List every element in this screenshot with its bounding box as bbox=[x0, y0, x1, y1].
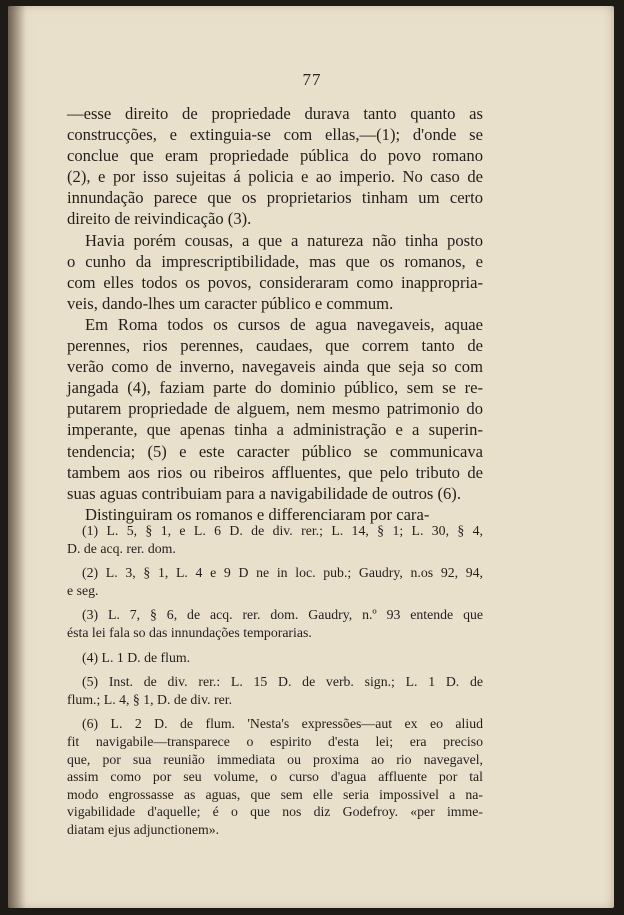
text-line: com elles todos os povos, consideraram como inappropria- bbox=[67, 272, 483, 292]
text-line: Em Roma todos os cursos de agua navegaveis, aquae bbox=[85, 314, 483, 334]
footnote bbox=[67, 564, 483, 599]
text-line: construcções, e extinguia-se com ellas,—(1); d'onde se bbox=[67, 125, 483, 145]
footnote-line: L. 7, § 6, de acq. rer. dom. Gaudry, n.º 93 entende que bbox=[108, 607, 483, 623]
text-line: suas aguas contribuiam para a navigabilidade de outros (6). bbox=[67, 483, 461, 503]
footnote-line: e seg. bbox=[67, 582, 99, 598]
footnote-label: (2) bbox=[82, 565, 99, 581]
footnotes bbox=[67, 522, 483, 846]
text-line: putarem propriedade de alguem, nem mesmo patrimonio do bbox=[67, 399, 483, 419]
footnote-label: (4) bbox=[82, 649, 99, 665]
footnote-line: fit navigabile—transparece o espirito d'esta lei; era preciso bbox=[67, 733, 483, 749]
main-text bbox=[67, 103, 483, 525]
page-gutter-shadow bbox=[8, 6, 26, 908]
text-line: perennes, rios perennes, caudaes, que correm tanto de bbox=[67, 336, 483, 356]
text-line: conclue que eram propriedade pública do povo romano bbox=[67, 146, 483, 166]
footnote-line: diatam ejus adjunctionem». bbox=[67, 821, 220, 837]
text-line: Distinguiram os romanos e differenciaram por cara- bbox=[85, 504, 430, 524]
footnote bbox=[67, 522, 483, 557]
footnote bbox=[67, 715, 483, 838]
text-line: Havia porém cousas, a que a natureza não tinha posto bbox=[85, 230, 483, 250]
footnote-line: Inst. de div. rer.: L. 15 D. de verb. sign.; L. 1 D. de bbox=[108, 674, 484, 690]
text-line: tambem aos rios ou ribeiros affluentes, que pelo tributo de bbox=[67, 462, 483, 482]
footnote bbox=[67, 606, 483, 641]
footnote-line: L. 5, § 1, e L. 6 D. de div. rer.; L. 14, § 1; L. 30, § 4, bbox=[106, 523, 484, 538]
footnote-line: modo engrossasse as aguas, que sem elle seria impossivel a na- bbox=[67, 786, 483, 802]
footnote-line: D. de acq. rer. dom. bbox=[67, 540, 176, 556]
footnote-line: que, por sua reunião immediata ou proxima ao rio navegavel, bbox=[67, 751, 483, 767]
text-line: direito de reivindicação (3). bbox=[67, 209, 252, 229]
footnote-line: L. 3, § 1, L. 4 e 9 D ne in loc. pub.; Gaudry, n.os 92, 94, bbox=[105, 565, 483, 581]
text-line: —esse direito de propriedade durava tanto quanto as bbox=[67, 104, 483, 123]
footnote-line: vigabilidade d'aquelle; é o que nos diz Godefroy. «per imme- bbox=[67, 804, 483, 820]
text-line: veis, dando-lhes um caracter público e commum. bbox=[67, 293, 394, 313]
footnote-line: flum.; L. 4, § 1, D. de div. rer. bbox=[67, 691, 233, 707]
text-line: o cunho da imprescriptibilidade, mas que os romanos, e bbox=[67, 251, 483, 271]
footnote bbox=[67, 649, 483, 667]
page-number: 77 bbox=[302, 70, 322, 89]
text-line: verão como de inverno, navegaveis ainda que seja so com bbox=[67, 357, 483, 377]
text-line: imperante, que apenas tinha a administração e a superin- bbox=[67, 420, 483, 440]
paragraph bbox=[67, 314, 483, 504]
footnote-line: L. 1 D. de flum. bbox=[101, 649, 191, 665]
text-line: innundação parece que os proprietarios tinham um certo bbox=[67, 188, 483, 208]
footnote-line: L. 2 D. de flum. 'Nesta's expressões—aut ex eo aliud bbox=[110, 716, 483, 732]
text-line: (2), e por isso sujeitas á policia e ao imperio. No caso de bbox=[67, 167, 483, 187]
paragraph bbox=[67, 103, 483, 230]
paragraph bbox=[67, 230, 483, 314]
footnote bbox=[67, 673, 483, 708]
text-line: tendencia; (5) e este caracter público se communicava bbox=[67, 441, 483, 461]
text-line: jangada (4), faziam parte do dominio público, sem se re- bbox=[67, 378, 483, 398]
footnote-line: ésta lei fala so das innundações temporarias. bbox=[67, 624, 312, 640]
footnote-label: (6) bbox=[82, 716, 99, 732]
footnote-label: (3) bbox=[82, 607, 99, 623]
footnote-label: (5) bbox=[82, 674, 99, 690]
footnote-line: assim como por seu volume, o curso d'agua affluente por tal bbox=[67, 769, 483, 785]
footnote-label: (1) bbox=[82, 523, 99, 538]
